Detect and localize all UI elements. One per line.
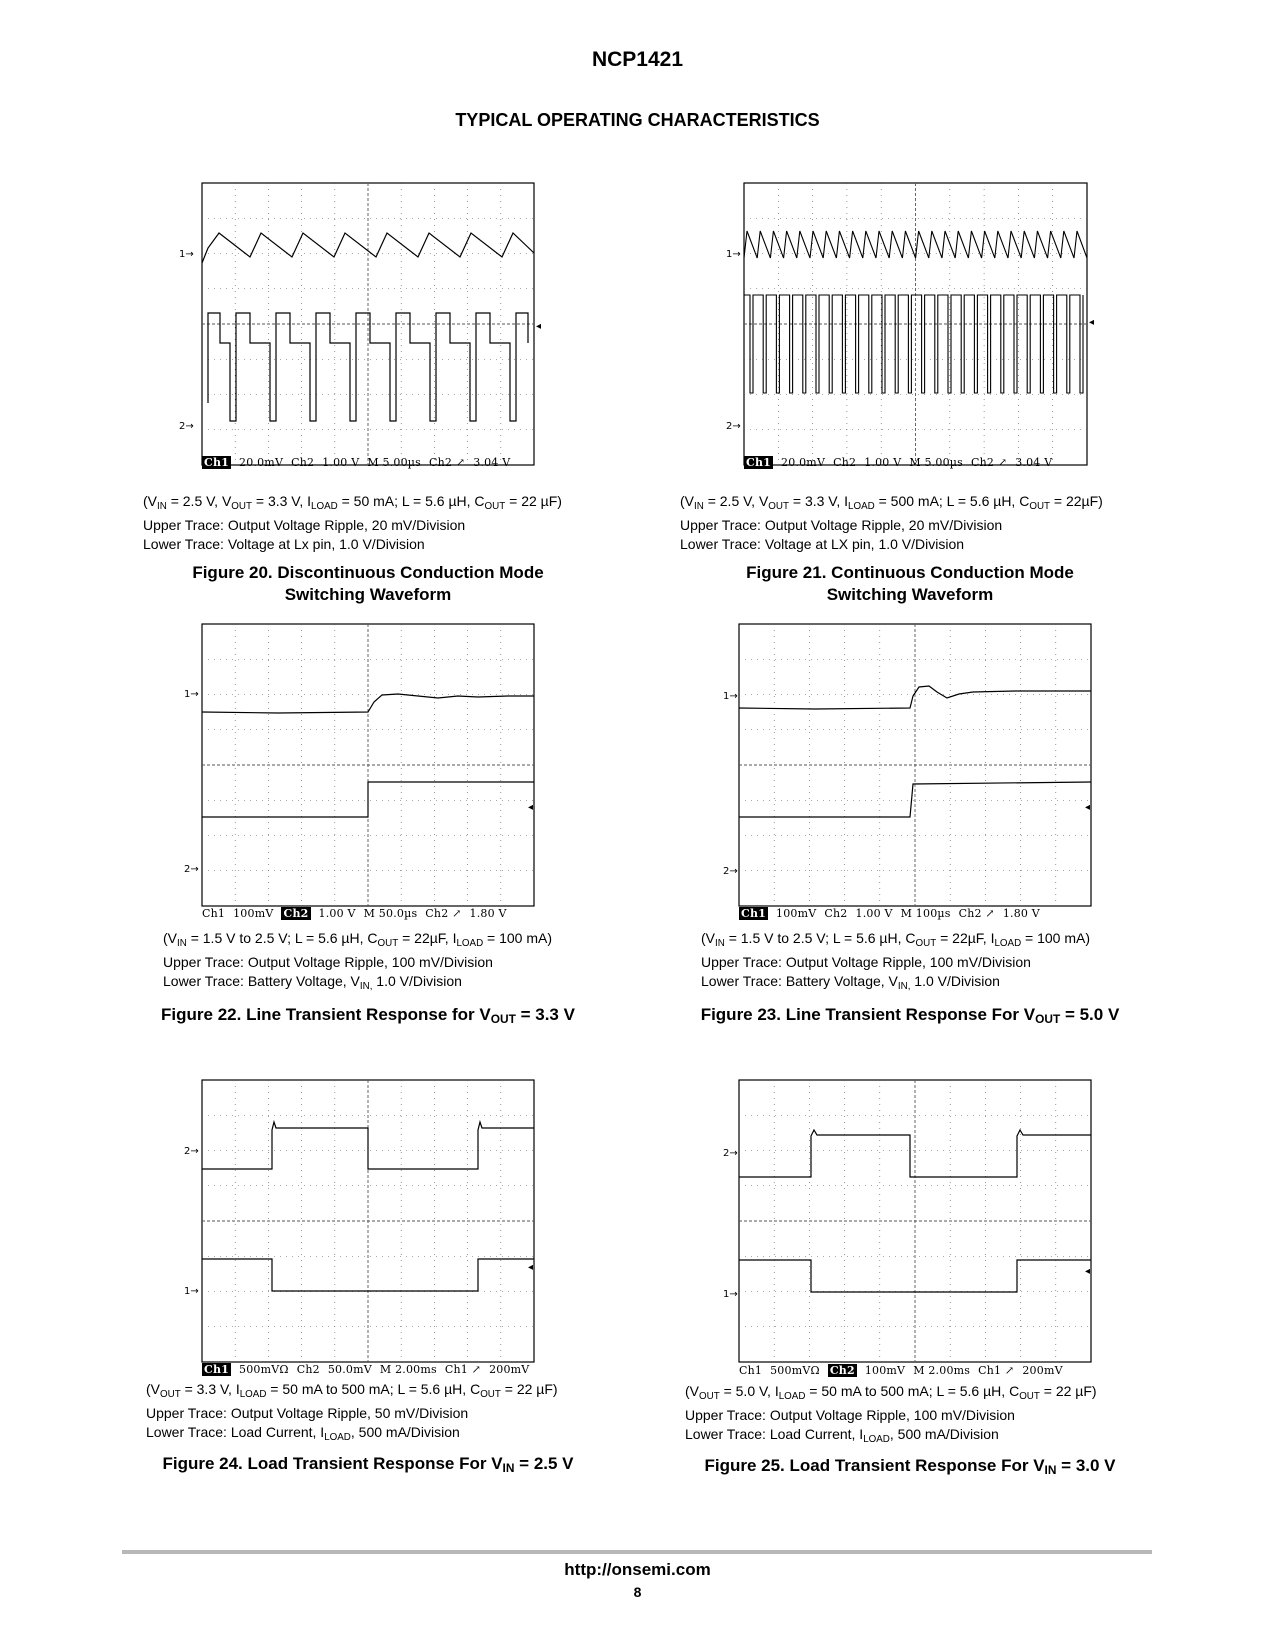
ch2-trace [202, 1122, 534, 1169]
page-number: 8 [633, 1584, 642, 1600]
figure-21-caption: ($V_{IN} = 2.5$ V, $V_{OUT} = 3.3$ V, $I_{LOAD} = 500$ mA; L = 5.6 µH, $C_{OUT} = 22\mu F$) Upper Trace: Output Voltage Ripple, 20 mV/Division Lower Trace: Voltage at LX pin, 1.0 V/Division [680, 493, 1103, 552]
section-title: TYPICAL OPERATING CHARACTERISTICS [455, 110, 820, 130]
ch2-trace [744, 295, 1083, 393]
scope-status-bar: Ch1 20.0mV Ch2 1.00 V M 5.00µs Ch2 ↗ 3.04 V [204, 456, 511, 469]
ch1-marker: 1→ [723, 691, 738, 702]
scope-display [715, 624, 1095, 914]
ch2-marker: 2→ [723, 866, 738, 877]
figure-20-caption: ($V_{IN} = 2.5$ V, $V_{OUT} = 3.3$ V, $I_{LOAD} = 50$ mA; L = 5.6 µH, $C_{OUT} = 22$ µF) Upper Trace: Output Voltage Ripple, 20 mV/Division Lower Trace: Voltage at Lx pin, 1.0 V/Division [143, 493, 562, 552]
scope-display [178, 624, 558, 914]
figure-22-title: Figure 22. Line Transient Response for $V_{OUT} = 3.3$ V [161, 1005, 575, 1026]
trigger-marker: ◂ [1085, 1266, 1091, 1277]
ch2-marker: 2→ [184, 864, 199, 875]
figure-24-title: Figure 24. Load Transient Response For $V_{IN} = 2.5$ V [162, 1454, 574, 1475]
ch1-marker: 1→ [184, 689, 199, 700]
trigger-marker: ◂ [1089, 317, 1095, 328]
figure-21-title: Figure 21. Continuous Conduction Mode Switching Waveform [746, 563, 1074, 604]
ch2-marker: 2→ [726, 421, 741, 432]
scope-status-bar: Ch1 100mV Ch2 1.00 V M 100µs Ch2 ↗ 1.80 V [741, 907, 1040, 920]
figure-20-title: Figure 20. Discontinuous Conduction Mode Switching Waveform [192, 563, 544, 604]
scope-figure-21 [720, 183, 1100, 473]
figure-25-caption: ($V_{OUT} = 5.0$ V, $I_{LOAD} = 50$ mA to 500 mA; L = 5.6 µH, $C_{OUT} = 22$ µF) Upper Trace: Output Voltage Ripple, 100 mV/Division Lower Trace: Load Current, $I_{LOAD}$, 500 mA/Division [685, 1383, 1097, 1445]
scope-figure-23 [715, 624, 1095, 920]
scope-status-bar: Ch1 500mVΩ Ch2 100mV M 2.00ms Ch1 ↗ 200mV [739, 1364, 1063, 1377]
ch2-marker: 2→ [723, 1148, 738, 1159]
ch1-marker: 1→ [184, 1286, 199, 1297]
scope-status-bar: Ch1 20.0mV Ch2 1.00 V M 5.00µs Ch2 ↗ 3.04 V [746, 456, 1053, 469]
ch1-marker: 1→ [179, 249, 194, 260]
trigger-marker: ◂ [528, 802, 534, 813]
scope-figure-25 [715, 1080, 1095, 1377]
scope-status-bar: Ch1 500mVΩ Ch2 50.0mV M 2.00ms Ch1 ↗ 200mV [204, 1363, 530, 1376]
scope-status-bar: Ch1 100mV Ch2 1.00 V M 50.0µs Ch2 ↗ 1.80 V [202, 907, 507, 920]
trigger-marker: ◂ [536, 321, 542, 332]
ch2-marker: 2→ [179, 421, 194, 432]
ch1-marker: 1→ [723, 1289, 738, 1300]
footer-url: http://onsemi.com [564, 1560, 711, 1579]
ch2-marker: 2→ [184, 1146, 199, 1157]
figure-25-title: Figure 25. Load Transient Response For $V_{IN} = 3.0$ V [704, 1456, 1116, 1477]
trigger-marker: ◂ [1085, 802, 1091, 813]
scope-figure-20 [178, 183, 558, 473]
trigger-marker: ◂ [528, 1262, 534, 1273]
figure-24-caption: ($V_{OUT} = 3.3$ V, $I_{LOAD} = 50$ mA to 500 mA; L = 5.6 µH, $C_{OUT} = 22$ µF) Upper Trace: Output Voltage Ripple, 50 mV/Division Lower Trace: Load Current, $I_{LOAD}$, 500 mA/Division [146, 1381, 558, 1443]
figure-22-caption: ($V_{IN} = 1.5$ V to 2.5 V; L = 5.6 µH, $C_{OUT} = 22\mu F$, $I_{LOAD} = 100$ mA) Upper Trace: Output Voltage Ripple, 100 mV/Division Lower Trace: Battery Voltage, $V_{IN,}$ 1.0 V/Division [163, 930, 553, 992]
ch1-marker: 1→ [726, 249, 741, 260]
scope-figure-24 [178, 1080, 558, 1376]
scope-display [715, 1080, 1095, 1370]
page-title: NCP1421 [591, 48, 684, 71]
figure-23-title: Figure 23. Line Transient Response For $V_{OUT} = 5.0$ V [700, 1005, 1120, 1026]
scope-display [720, 183, 1100, 473]
scope-display [178, 183, 558, 473]
ch2-trace [202, 782, 534, 817]
scope-display [178, 1080, 558, 1370]
figure-23-caption: ($V_{IN} = 1.5$ V to 2.5 V; L = 5.6 µH, $C_{OUT} = 22\mu F$, $I_{LOAD} = 100$ mA) Upper Trace: Output Voltage Ripple, 100 mV/Division Lower Trace: Battery Voltage, $V_{IN,}$ 1.0 V/Division [701, 930, 1091, 992]
scope-figure-22 [178, 624, 558, 920]
footer-divider [122, 1550, 1152, 1554]
